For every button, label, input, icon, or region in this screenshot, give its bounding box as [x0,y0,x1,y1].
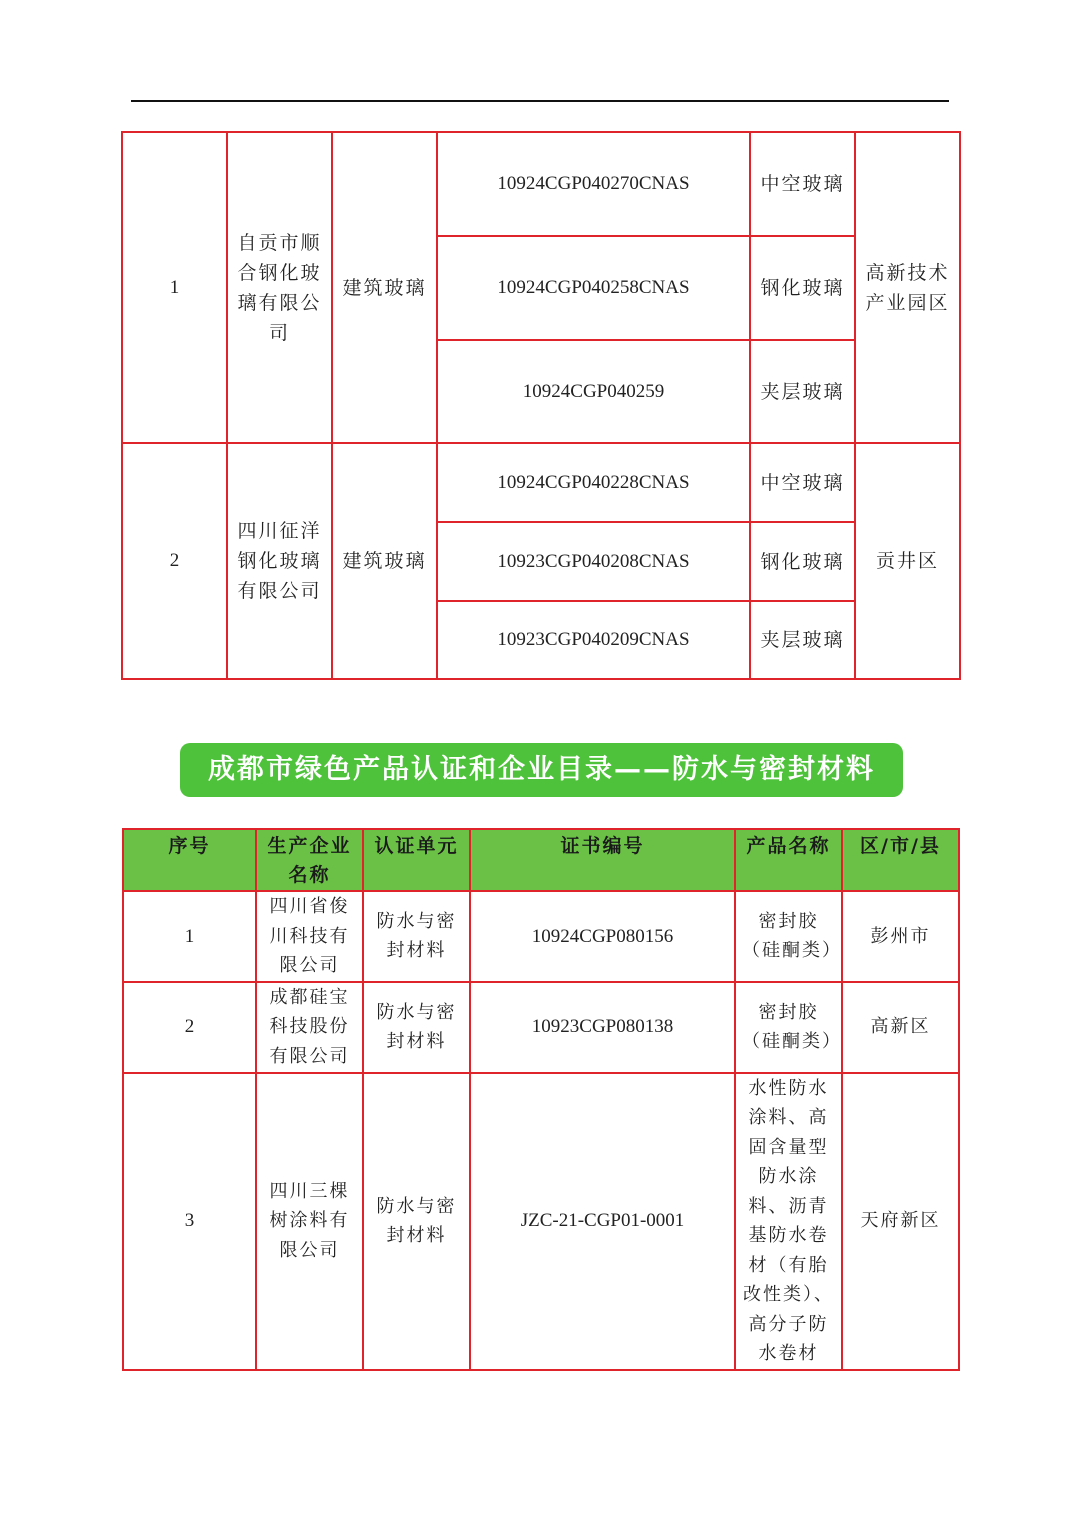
district: 天府新区 [842,1073,959,1370]
cert-unit: 建筑玻璃 [332,132,437,443]
product-name: 夹层玻璃 [750,601,855,679]
district: 贡井区 [855,443,960,679]
table-row [123,1073,959,1370]
table-row [123,891,959,982]
row-index: 2 [122,443,227,679]
company-name: 四川三棵树涂料有限公司 [256,1073,363,1370]
product-name: 中空玻璃 [750,132,855,236]
product-name: 水性防水涂料、高固含量型防水涂料、沥青基防水卷材（有胎改性类）、高分子防水卷材 [735,1073,842,1370]
waterproof-materials-table [122,828,960,1371]
cert-number: 10924CGP040258CNAS [437,236,750,340]
row-index: 1 [123,891,256,982]
district: 高新区 [842,982,959,1073]
header-index: 序号 [123,829,256,891]
table-row [122,443,960,522]
cert-unit: 防水与密封材料 [363,982,470,1073]
cert-number: JZC-21-CGP01-0001 [470,1073,735,1370]
product-name: 密封胶（硅酮类） [735,982,842,1073]
cert-number: 10924CGP080156 [470,891,735,982]
cert-unit: 防水与密封材料 [363,1073,470,1370]
cert-number: 10923CGP080138 [470,982,735,1073]
product-name: 密封胶（硅酮类） [735,891,842,982]
district: 高新技术产业园区 [855,132,960,443]
page-header-rule [131,100,949,102]
section-title-banner: 成都市绿色产品认证和企业目录——防水与密封材料 [180,743,903,797]
cert-unit: 防水与密封材料 [363,891,470,982]
header-cert: 证书编号 [470,829,735,891]
cert-number: 10923CGP040208CNAS [437,522,750,601]
row-index: 1 [122,132,227,443]
header-company: 生产企业名称 [256,829,363,891]
table-row [123,982,959,1073]
product-name: 钢化玻璃 [750,522,855,601]
cert-unit: 建筑玻璃 [332,443,437,679]
cert-number: 10924CGP040270CNAS [437,132,750,236]
table-row [122,132,960,236]
company-name: 成都硅宝科技股份有限公司 [256,982,363,1073]
product-name: 中空玻璃 [750,443,855,522]
row-index: 2 [123,982,256,1073]
cert-number: 10924CGP040259 [437,340,750,443]
header-district: 区/市/县 [842,829,959,891]
company-name: 四川征洋钢化玻璃有限公司 [227,443,332,679]
company-name: 四川省俊川科技有限公司 [256,891,363,982]
row-index: 3 [123,1073,256,1370]
district: 彭州市 [842,891,959,982]
product-name: 夹层玻璃 [750,340,855,443]
header-product: 产品名称 [735,829,842,891]
cert-number: 10923CGP040209CNAS [437,601,750,679]
glass-products-table [121,131,961,680]
table-header-row [123,829,959,891]
header-unit: 认证单元 [363,829,470,891]
product-name: 钢化玻璃 [750,236,855,340]
cert-number: 10924CGP040228CNAS [437,443,750,522]
company-name: 自贡市顺合钢化玻璃有限公司 [227,132,332,443]
